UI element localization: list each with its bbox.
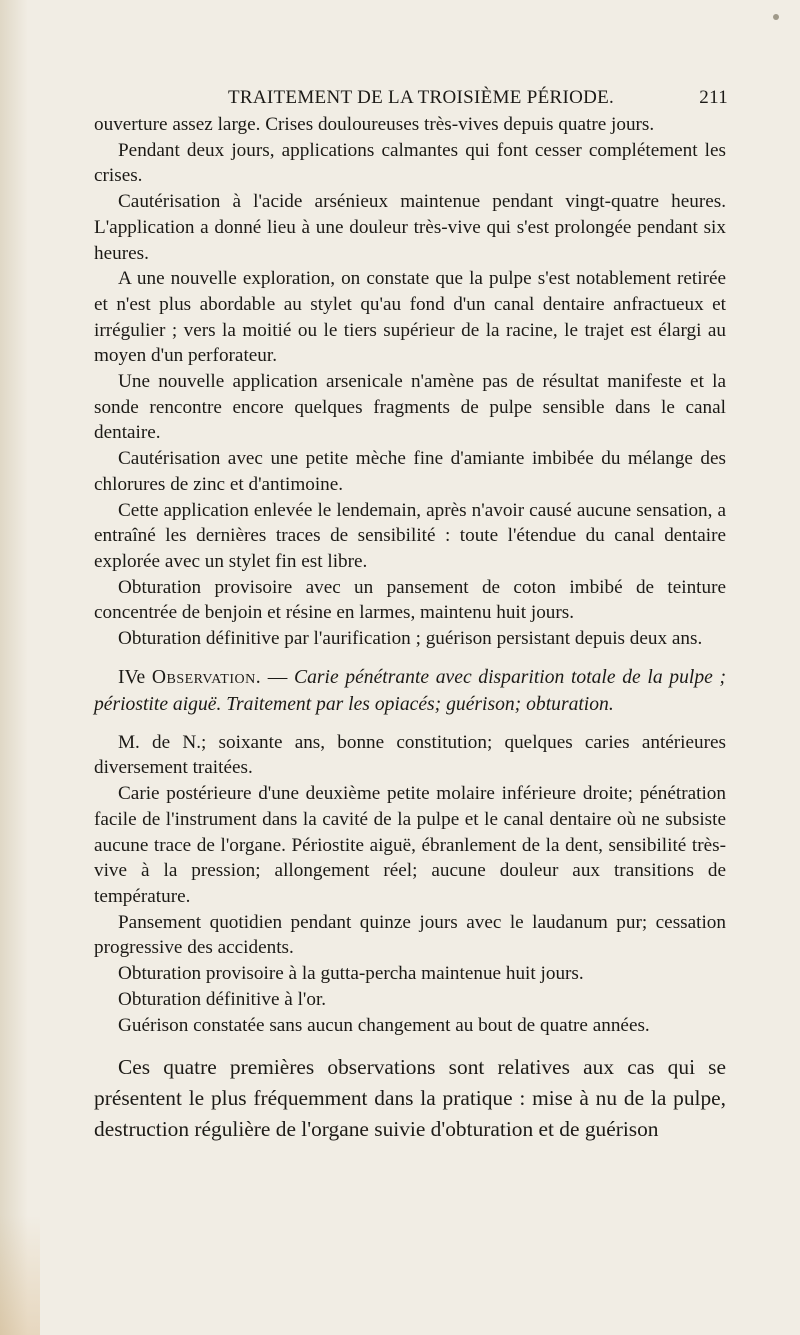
- observation-dash: —: [261, 666, 295, 688]
- paragraph: ouverture assez large. Crises douloureuses très-vives depuis quatre jours.: [94, 114, 655, 135]
- print-speck: [773, 14, 779, 20]
- paragraph: Pendant deux jours, applications calmantes qui font cesser complétement les crises.: [94, 139, 726, 187]
- paragraph: Guérison constatée sans aucun changement au bout de quatre années.: [118, 1014, 650, 1036]
- conclusion-paragraph: Ces quatre premières observations sont relatives aux cas qui se présentent le plus fréquemment dans la pratique : mise à nu de la pulpe, destruction régulière de l'organe suivie d'obturation et de guérison: [94, 1055, 726, 1142]
- running-head-title: TRAITEMENT DE LA TROISIÈME PÉRIODE.: [228, 87, 615, 108]
- paragraph: Obturation provisoire à la gutta-percha maintenue huit jours.: [118, 963, 584, 985]
- observation-number: IVe: [118, 666, 146, 688]
- paragraph: Obturation provisoire avec un pansement de coton imbibé de teinture concentrée de benjoin et résine en larmes, maintenu huit jours.: [94, 576, 726, 624]
- observation-heading: [94, 664, 726, 718]
- running-head: [228, 87, 728, 115]
- paragraph: Cautérisation à l'acide arsénieux maintenue pendant vingt-quatre heures. L'application a donné lieu à une douleur très-vive qui s'est prolongée pendant six heures.: [94, 191, 726, 264]
- paragraph: Obturation définitive à l'or.: [118, 988, 327, 1010]
- observation-title: Carie pénétrante avec disparition totale de la pulpe ; périostite aiguë. Traitement par les opiacés; guérison; obturation.: [94, 666, 726, 715]
- paragraph: A une nouvelle exploration, on constate que la pulpe s'est notablement retirée et n'est plus abordable au stylet qu'au fond d'un canal dentaire anfractueux et irrégulier ; vers la moitié ou le tiers supérieur de la racine, le trajet est élargi au moyen d'un perforateur.: [94, 268, 726, 367]
- paragraph: Une nouvelle application arsenicale n'amène pas de résultat manifeste et la sonde rencontre encore quelques fragments de pulpe sensible dans le canal dentaire.: [94, 371, 726, 444]
- page-number: 211: [699, 87, 728, 108]
- paragraph: Obturation définitive par l'aurification ; guérison persistant depuis deux ans.: [118, 628, 703, 650]
- page-edge-stain: [0, 0, 28, 1335]
- paragraph: Carie postérieure d'une deuxième petite molaire inférieure droite; pénétration facile de l'instrument dans la cavité de la pulpe et le canal dentaire où ne subsiste aucune trace de l'organe. Périostite aiguë, ébranlement de la dent, sensibilité très-vive à la pression; allongement réel; aucune douleur aux transitions de température.: [94, 783, 726, 907]
- paragraph: Cautérisation avec une petite mèche fine d'amiante imbibée du mélange des chlorures de zinc et d'antimoine.: [94, 448, 726, 495]
- paragraph: M. de N.; soixante ans, bonne constitution; quelques caries antérieures diversement traitées.: [94, 731, 726, 779]
- paragraph: Pansement quotidien pendant quinze jours avec le laudanum pur; cessation progressive des accidents.: [94, 911, 726, 959]
- paragraph: Cette application enlevée le lendemain, après n'avoir causé aucune sensation, a entraîné les dernières traces de sensibilité : toute l'étendue du canal dentaire explorée avec un stylet fin est libre.: [94, 499, 726, 572]
- observation-label: Observation.: [151, 666, 262, 688]
- page-corner-stain: [0, 1215, 40, 1335]
- body-text: [94, 112, 726, 1145]
